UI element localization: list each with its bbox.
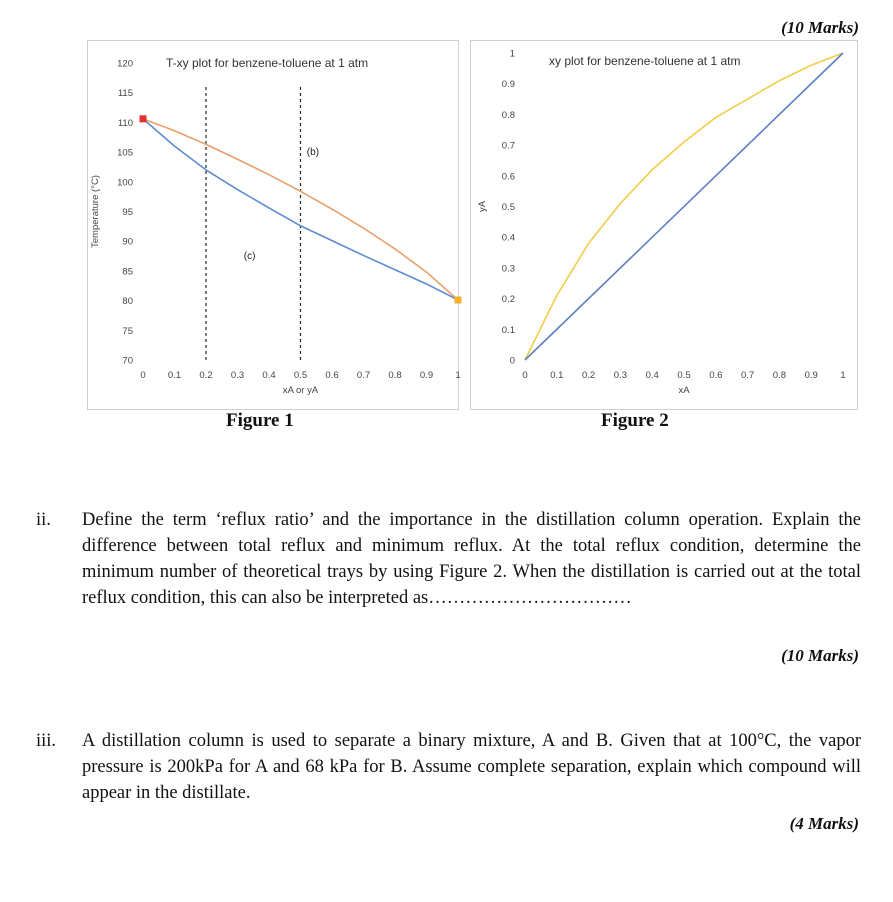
xy-plot (471, 41, 857, 409)
y-tick-label: 70 (122, 355, 133, 367)
x-tick-label: 0.6 (709, 370, 723, 381)
question-ii-marks: (10 Marks) (781, 646, 859, 665)
y-axis-label: Temperature (°C) (90, 175, 101, 248)
x-tick-label: 0.4 (645, 370, 659, 381)
chart-title: T-xy plot for benzene-toluene at 1 atm (166, 56, 369, 70)
question-number: ii. (36, 510, 51, 530)
y-tick-label: 95 (122, 207, 133, 218)
y-tick-label: 100 (117, 177, 133, 189)
txy-plot (88, 41, 461, 409)
y-tick-label: 0.7 (501, 140, 515, 152)
x-tick-label: 0.1 (167, 370, 182, 381)
x-tick-label: 0.3 (230, 370, 245, 381)
x-tick-label: 0.2 (581, 370, 596, 381)
x-tick-label: 0.5 (677, 370, 691, 381)
x-tick-label: 0.8 (388, 370, 402, 381)
x-tick-label: 0.6 (325, 370, 339, 381)
x-tick-label: 0.2 (199, 370, 213, 381)
x-axis-label: xA (678, 385, 690, 396)
x-tick-label: 0.3 (613, 370, 628, 381)
endpoint-marker (455, 297, 462, 304)
y-tick-label: 0.8 (501, 109, 515, 121)
figure-2-caption: Figure 2 (601, 410, 669, 431)
y-tick-label: 0.1 (501, 324, 515, 336)
x-tick-label: 0.9 (804, 370, 818, 381)
marks-label-top: (10 Marks) (781, 18, 859, 37)
y-tick-label: 80 (122, 296, 133, 308)
y-tick-label: 0.3 (501, 263, 515, 275)
y-tick-label: 85 (122, 266, 133, 278)
x-tick-label: 0.1 (550, 370, 564, 381)
question-text: Define the term ‘reflux ratio’ and the importance in the distillation column operation. Explain the difference between total reflux and minimum reflux. At the total reflux condition, determine the minimum number of theoretical trays by using Figure 2. When the distillation is carried out at the total reflux condition, this can also be interpreted as…………………………… (82, 510, 861, 608)
question-text: A distillation column is used to separate a binary mixture, A and B. Given that at 100°C, the vapor pressure is 200kPa for A and 68 kPa for B. Assume complete separation, explain which compound will appear in the distillate. (82, 731, 861, 803)
y-tick-label: 0.6 (501, 171, 515, 183)
x-tick-label: 0.9 (419, 370, 434, 381)
y-tick-label: 1 (509, 48, 515, 60)
chart-title: xy plot for benzene-toluene at 1 atm (549, 54, 741, 68)
y-axis-label: yA (477, 200, 488, 213)
x-tick-label: 1 (840, 370, 846, 381)
question-number: iii. (36, 731, 57, 751)
figure-2-chart (470, 40, 858, 410)
x-tick-label: 1 (455, 370, 461, 381)
y-tick-label: 0.4 (501, 232, 515, 244)
chart-annotation: (b) (306, 147, 320, 159)
x-tick-label: 0.7 (356, 370, 371, 381)
x-tick-label: 0 (140, 370, 146, 381)
y-tick-label: 0.5 (501, 202, 515, 213)
y-tick-label: 0.2 (501, 294, 515, 306)
endpoint-marker (140, 115, 147, 122)
figure-1-chart (87, 40, 459, 410)
y-tick-label: 115 (117, 88, 133, 100)
y-tick-label: 0 (509, 355, 515, 367)
y-tick-label: 110 (117, 117, 133, 129)
y-tick-label: 120 (117, 58, 133, 70)
question-iii-marks: (4 Marks) (789, 814, 859, 833)
x-tick-label: 0.5 (293, 370, 308, 381)
series-line-diagonal (525, 53, 843, 360)
x-tick-label: 0 (522, 370, 528, 381)
chart-annotation: (c) (243, 251, 256, 263)
x-tick-label: 0.8 (772, 370, 787, 381)
x-axis-label: xA or yA (282, 385, 319, 396)
x-tick-label: 0.4 (262, 370, 276, 381)
figure-1-caption: Figure 1 (226, 410, 294, 431)
y-tick-label: 75 (122, 325, 133, 337)
y-tick-label: 105 (117, 147, 133, 159)
y-tick-label: 0.9 (501, 79, 515, 91)
y-tick-label: 90 (122, 236, 133, 248)
x-tick-label: 0.7 (740, 370, 755, 381)
